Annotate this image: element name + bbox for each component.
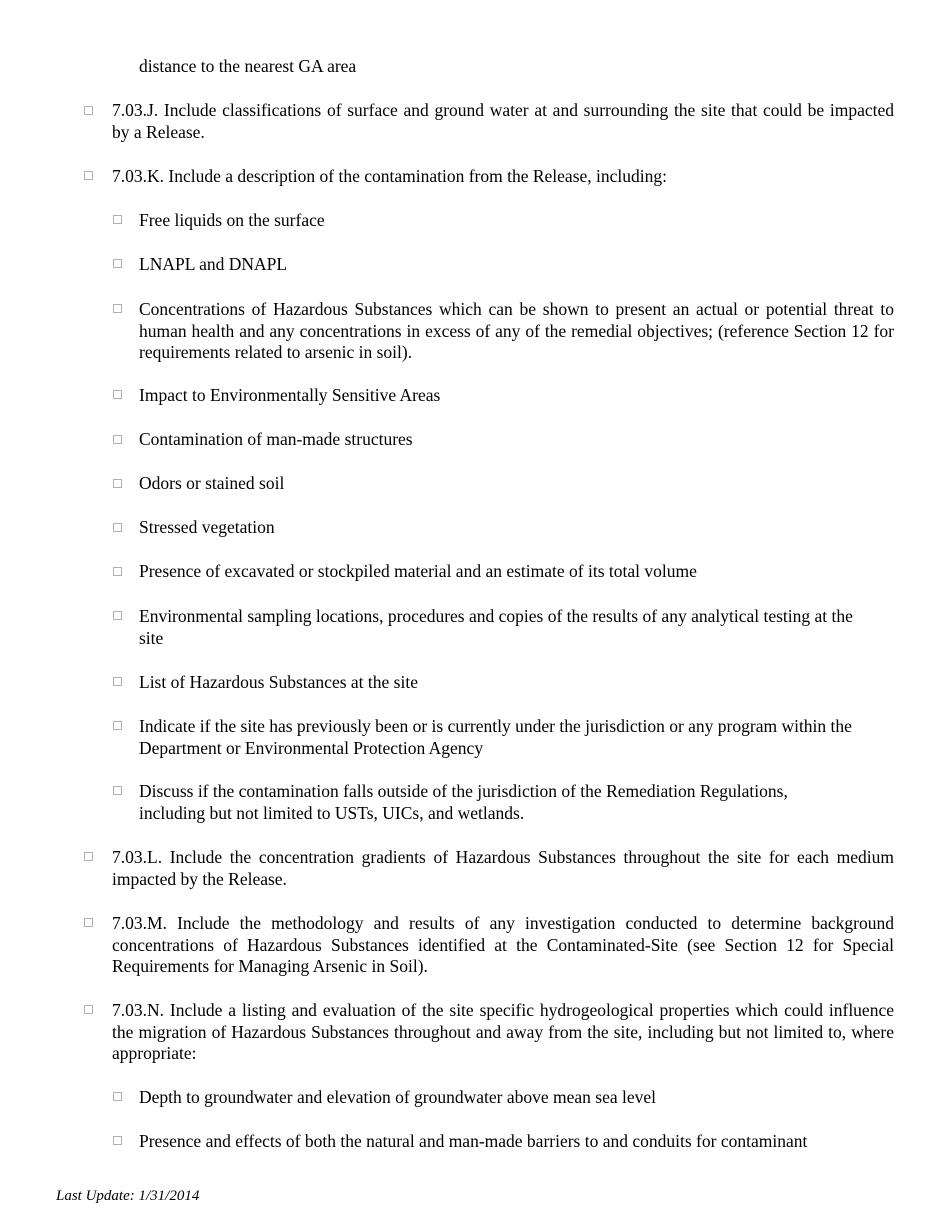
last-update-footer: Last Update: 1/31/2014 <box>56 1188 200 1204</box>
k-sub-item: LNAPL and DNAPL <box>139 254 288 274</box>
k-sub-item: Odors or stained soil <box>139 473 285 493</box>
checkbox-k-sub-10[interactable] <box>113 677 122 686</box>
item-7-03-l: 7.03.L. Include the concentration gradients of Hazardous Substances throughout the site for each medium impacted by the Release. <box>112 847 894 889</box>
k-sub-item: List of Hazardous Substances at the site <box>139 672 418 692</box>
checkbox-k-sub-9[interactable] <box>113 611 122 620</box>
intro-line: distance to the nearest GA area <box>139 56 357 76</box>
item-7-03-j: 7.03.J. Include classifications of surface and ground water at and surrounding the site that could be impacted by a Release. <box>112 100 894 142</box>
checkbox-k-sub-4[interactable] <box>113 390 122 399</box>
k-sub-item: Free liquids on the surface <box>139 210 325 230</box>
checkbox-k-sub-3[interactable] <box>113 304 122 313</box>
checkbox-7-03-n[interactable] <box>84 1005 93 1014</box>
k-sub-item: Concentrations of Hazardous Substances which can be shown to present an actual or potential threat to human health and any concentrations in excess of any of the remedial objectives; (reference Section 12 for requirements related to arsenic in soil). <box>139 299 894 362</box>
k-sub-item: Presence of excavated or stockpiled material and an estimate of its total volume <box>139 561 697 581</box>
checkbox-k-sub-12[interactable] <box>113 786 122 795</box>
checkbox-k-sub-11[interactable] <box>113 721 122 730</box>
item-7-03-n: 7.03.N. Include a listing and evaluation of the site specific hydrogeological properties which could influence the migration of Hazardous Substances throughout and away from the site, including but not limited to, where appropriate: <box>112 1000 894 1063</box>
k-sub-item: Contamination of man-made structures <box>139 429 413 449</box>
checkbox-7-03-j[interactable] <box>84 106 93 115</box>
checkbox-k-sub-1[interactable] <box>113 215 122 224</box>
k-sub-item: Discuss if the contamination falls outside of the jurisdiction of the Remediation Regulations, including but not limited to USTs, UICs, and wetlands. <box>139 781 788 823</box>
checkbox-k-sub-8[interactable] <box>113 567 122 576</box>
checkbox-7-03-k[interactable] <box>84 171 93 180</box>
checkbox-7-03-m[interactable] <box>84 918 93 927</box>
checkbox-n-sub-2[interactable] <box>113 1136 122 1145</box>
item-7-03-m: 7.03.M. Include the methodology and results of any investigation conducted to determine background concentrations of Hazardous Substances identified at the Contaminated-Site (see Section 12 for Special Requirements for Managing Arsenic in Soil). <box>112 913 894 976</box>
k-sub-item: Indicate if the site has previously been or is currently under the jurisdiction or any program within the Department or Environmental Protection Agency <box>139 716 852 758</box>
n-sub-item: Depth to groundwater and elevation of groundwater above mean sea level <box>139 1087 657 1107</box>
n-sub-item: Presence and effects of both the natural and man-made barriers to and conduits for contaminant <box>139 1131 808 1151</box>
checkbox-k-sub-7[interactable] <box>113 523 122 532</box>
k-sub-item: Stressed vegetation <box>139 517 275 537</box>
k-sub-item: Environmental sampling locations, procedures and copies of the results of any analytical testing at the site <box>139 606 853 648</box>
k-sub-item: Impact to Environmentally Sensitive Areas <box>139 385 441 405</box>
checkbox-7-03-l[interactable] <box>84 852 93 861</box>
item-7-03-k: 7.03.K. Include a description of the contamination from the Release, including: <box>112 166 667 186</box>
checkbox-k-sub-6[interactable] <box>113 479 122 488</box>
checkbox-k-sub-5[interactable] <box>113 435 122 444</box>
checkbox-k-sub-2[interactable] <box>113 259 122 268</box>
checkbox-n-sub-1[interactable] <box>113 1092 122 1101</box>
